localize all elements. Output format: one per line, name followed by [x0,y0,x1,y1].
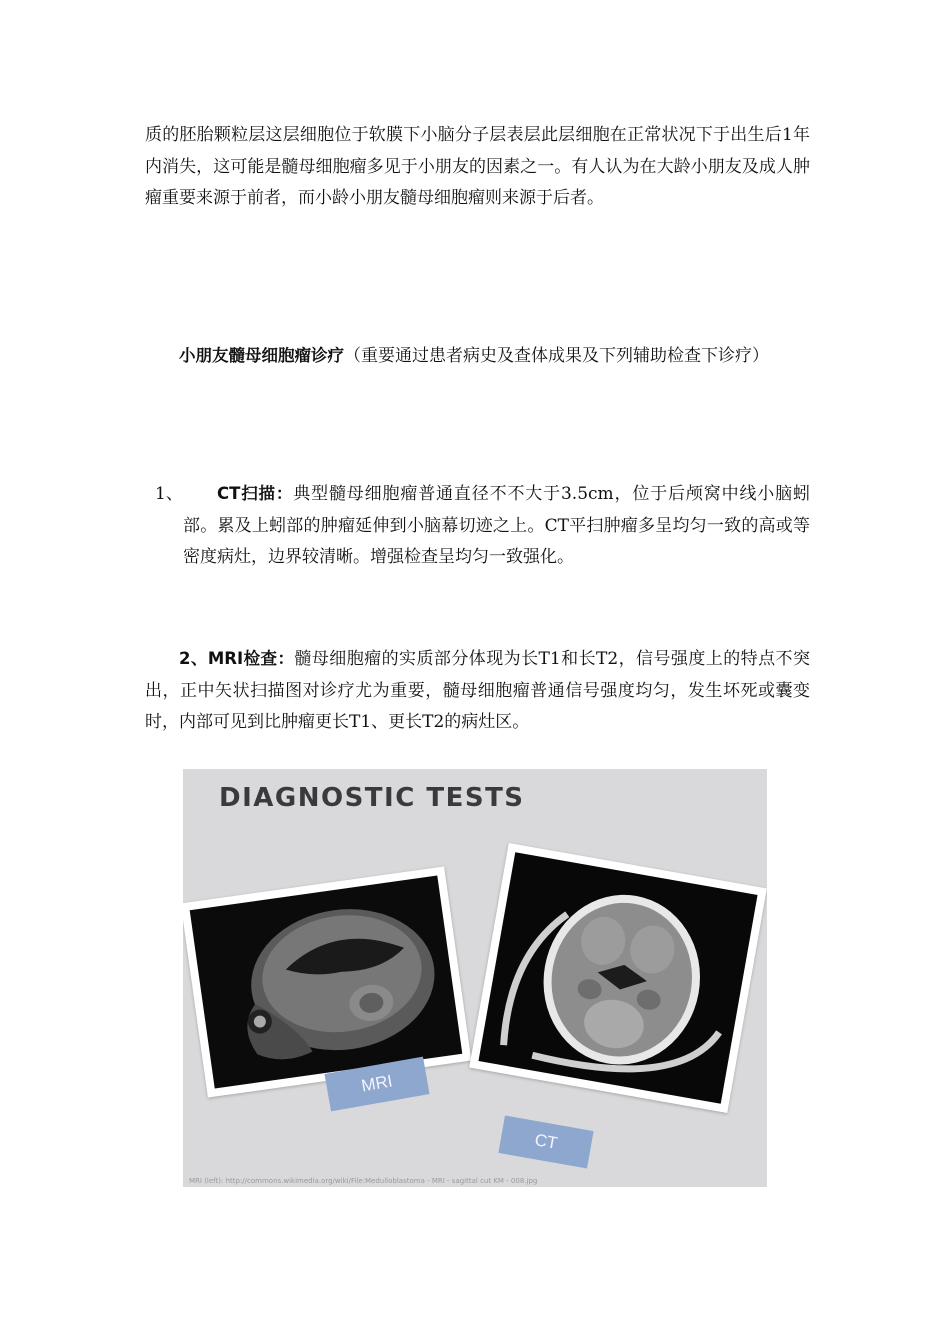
diagnosis-note: （重要通过患者病史及查体成果及下列辅助检查下诊疗） [344,346,769,366]
list-item-number: 2、 [179,649,208,668]
mri-scan-image [183,866,471,1097]
intro-paragraph: 质的胚胎颗粒层这层细胞位于软膜下小脑分子层表层此层细胞在正常状况下于出生后1年内消失，这可能是髓母细胞瘤多见于小朋友的因素之一。有人认为在大龄小朋友及成人肿瘤重要来源于前者，而小龄小朋友髓母细胞瘤则来源于后者。 [145,125,810,208]
list-item-text: 髓母细胞瘤的实质部分体现为长T1和长T2，信号强度上的特点不突出，正中矢状扫描图对诊疗尤为重要，髓母细胞瘤普通信号强度均匀，发生坏死或囊变时，内部可见到比肿瘤更长T1、更长T2的病灶区。 [145,649,811,732]
list-item-ct [155,478,810,574]
list-item-number: 1、 [155,484,183,504]
ct-scan-image [469,843,767,1113]
mri-photo [183,866,471,1097]
figure-title: DIAGNOSTIC TESTS [219,783,525,813]
ct-label: CT [498,1115,593,1168]
list-item-text: 典型髓母细胞瘤普通直径不不大于3.5cm，位于后颅窝中线小脑蚓部。累及上蚓部的肿瘤延伸到小脑幕切迹之上。CT平扫肿瘤多呈均匀一致的高或等密度病灶，边界较清晰。增强检查呈均匀一致强化。 [183,484,810,567]
image-credit: MRI (left): http://commons.wikimedia.org/wiki/File:Medulloblastoma - MRI - sagittal cut KM - 008.jpg [189,1177,538,1185]
ct-photo [469,843,767,1113]
list-item-mri [145,643,810,739]
mri-label: MRI [324,1057,429,1112]
list-item-title: MRI检查： [207,649,295,668]
diagnostic-tests-figure [183,769,767,1187]
diagnosis-heading: 小朋友髓母细胞瘤诊疗 [179,346,344,365]
diagnosis-heading-paragraph [145,340,810,373]
list-item-title: CT扫描： [217,484,294,503]
